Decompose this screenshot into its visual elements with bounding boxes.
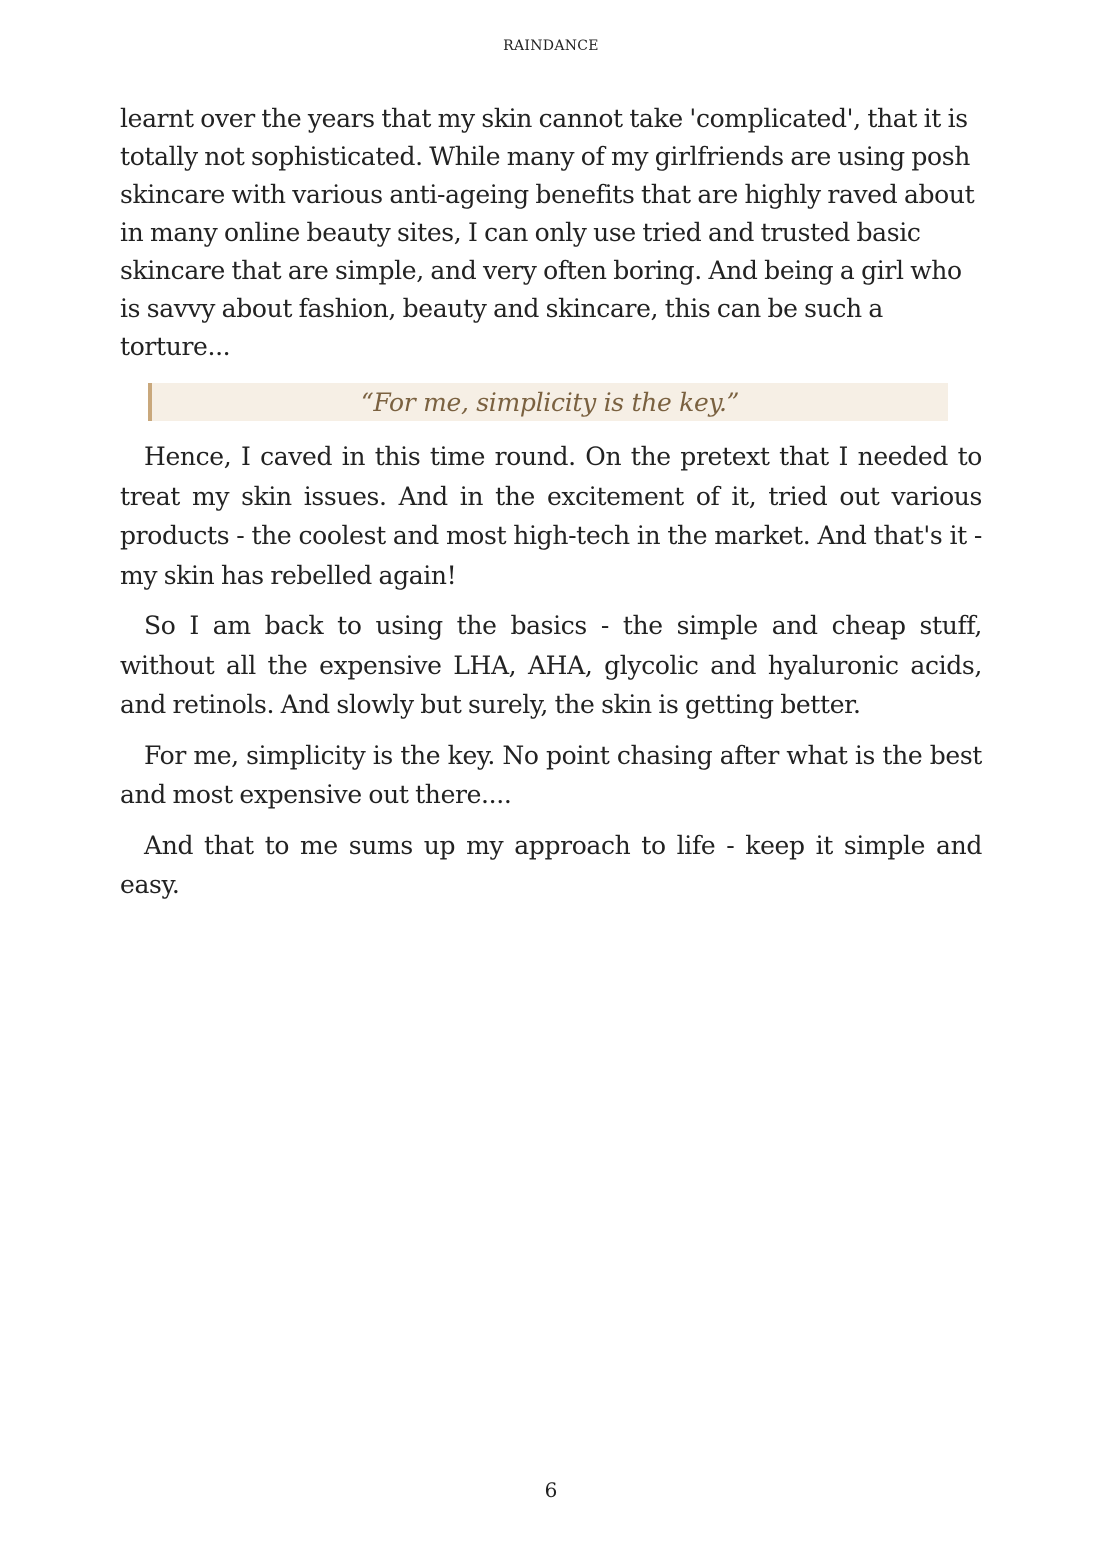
pull-quote: “For me, simplicity is the key.” <box>148 383 948 421</box>
page-number: 6 <box>544 1478 558 1502</box>
paragraph-approach: And that to me sums up my approach to life - keep it simple and easy. <box>120 830 982 899</box>
opening-paragraph: learnt over the years that my skin cannot take 'complicated', that it is totally not sophisticated. While many of my girlfriends are using posh skincare with various anti-ageing benefits that are highly raved about in many online beauty sites, I can only use tried and trusted basic skincare that are simple, and very often boring. And being a girl who is savvy about fashion, beauty and skincare, this can be such a torture... <box>120 104 975 361</box>
body-text <box>120 100 982 905</box>
paragraph-hence: Hence, I caved in this time round. On the pretext that I needed to treat my skin issues. And in the excitement of it, tried out various products - the coolest and most high-tech in the market. And that's it - my skin has rebelled again! <box>120 442 982 590</box>
paragraph-simplicity: For me, simplicity is the key. No point chasing after what is the best and most expensive out there.... <box>120 740 982 809</box>
paragraph-basics: So I am back to using the basics - the simple and cheap stuff, without all the expensive LHA, AHA, glycolic and hyaluronic acids, and retinols. And slowly but surely, the skin is getting better. <box>120 611 982 719</box>
running-header: RAINDANCE <box>503 38 599 54</box>
